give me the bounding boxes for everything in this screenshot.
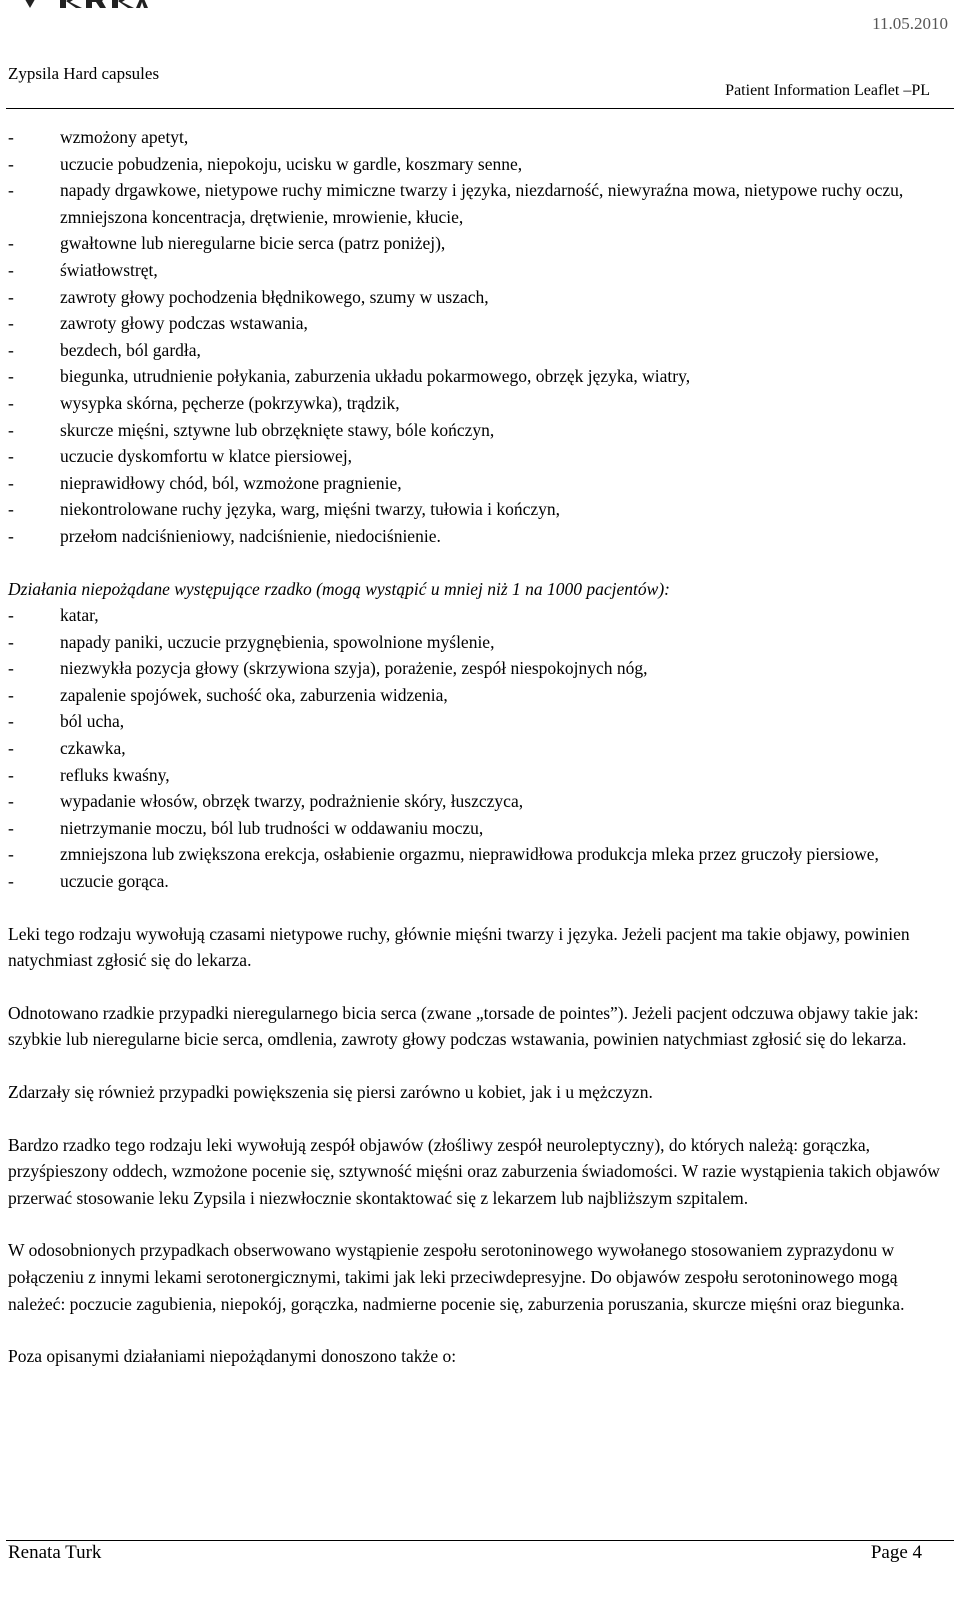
krka-logo-icon <box>18 0 148 16</box>
list-item: - przełom nadciśnieniowy, nadciśnienie, niedociśnienie. <box>8 523 940 550</box>
list-item: - nieprawidłowy chód, ból, wzmożone pragnienie, <box>8 470 940 497</box>
list-item: - ból ucha, <box>8 708 940 735</box>
list-item: - biegunka, utrudnienie połykania, zaburzenia układu pokarmowego, obrzęk języka, wiatry, <box>8 363 940 390</box>
paragraph-movements: Leki tego rodzaju wywołują czasami nietypowe ruchy, głównie mięśni twarzy i języka. Jeżeli pacjent ma takie objawy, powinien natychmiast zgłosić się do lekarza. <box>8 923 910 971</box>
header-date: 11.05.2010 <box>872 14 948 33</box>
list-item: - zmniejszona lub zwiększona erekcja, osłabienie orgazmu, nieprawidłowa produkcja mleka przez gruczoły piersiowe, <box>8 841 940 868</box>
list-item: - zapalenie spojówek, suchość oka, zaburzenia widzenia, <box>8 682 940 709</box>
page-number: Page 4 <box>870 1542 922 1563</box>
list-item: - wzmożony apetyt, <box>8 124 940 151</box>
list-item: - nietrzymanie moczu, ból lub trudności w oddawaniu moczu, <box>8 815 940 842</box>
list-item: - uczucie pobudzenia, niepokoju, ucisku w gardle, koszmary senne, <box>8 151 940 178</box>
footer-divider <box>6 1540 954 1541</box>
list-item: - niezwykła pozycja głowy (skrzywiona szyja), porażenie, zespół niespokojnych nóg, <box>8 655 940 682</box>
list-item: - zawroty głowy podczas wstawania, <box>8 310 940 337</box>
list-item: - napady drgawkowe, nietypowe ruchy mimiczne twarzy i języka, niezdarność, niewyraźna mowa, nietypowe ruchy oczu, zmniejszona koncentracja, drętwienie, mrowienie, kłucie, <box>8 177 940 230</box>
list-item: - niekontrolowane ruchy języka, warg, mięśni twarzy, tułowia i kończyn, <box>8 496 940 523</box>
list-item: - wysypka skórna, pęcherze (pokrzywka), trądzik, <box>8 390 940 417</box>
list-item: - uczucie gorąca. <box>8 868 940 895</box>
header-divider <box>6 108 954 109</box>
rare-effects-heading: Działania niepożądane występujące rzadko (mogą wystąpić u mniej niż 1 na 1000 pacjentów): <box>8 578 671 599</box>
paragraph-breast: Zdarzały się również przypadki powiększenia się piersi zarówno u kobiet, jak i u mężczyzn. <box>8 1082 653 1102</box>
paragraph-other: Poza opisanymi działaniami niepożądanymi donoszono także o: <box>8 1346 457 1367</box>
list-item: - czkawka, <box>8 735 940 762</box>
footer-author: Renata Turk <box>8 1542 102 1563</box>
list-item: - światłowstręt, <box>8 257 940 284</box>
list-item: - refluks kwaśny, <box>8 762 940 789</box>
paragraph-torsade: Odnotowano rzadkie przypadki nieregularnego bicia serca (zwane „torsade de pointes”). Jeżeli pacjent odczuwa objawy takie jak: szybkie lub nieregularne bicie serca, omdlenia, zawroty głowy podczas wstawania, powinien natychmiast zgłosić się do lekarza. <box>8 1002 919 1050</box>
paragraph-nms: Bardzo rzadko tego rodzaju leki wywołują zespół objawów (złośliwy zespół neuroleptyczny), do których należą: gorączka, przyśpieszony oddech, wzmożone pocenie się, sztywność mięśni oraz zaburzenia świadomości. W razie wystąpienia takich objawów przerwać stosowanie leku Zypsila i niezwłocznie skontaktować się z lekarzem lub najbliższym szpitalem. <box>8 1134 940 1208</box>
list-item: - wypadanie włosów, obrzęk twarzy, podrażnienie skóry, łuszczyca, <box>8 788 940 815</box>
side-effects-list <box>8 124 940 550</box>
leaflet-label: Patient Information Leaflet –PL <box>725 82 930 99</box>
list-item: - zawroty głowy pochodzenia błędnikowego, szumy w uszach, <box>8 284 940 311</box>
list-item: - skurcze mięśni, sztywne lub obrzęknięte stawy, bóle kończyn, <box>8 417 940 444</box>
product-name: Zypsila Hard capsules <box>8 64 160 83</box>
list-item: - uczucie dyskomfortu w klatce piersiowej, <box>8 443 940 470</box>
list-item: - katar, <box>8 602 940 629</box>
list-item: - bezdech, ból gardła, <box>8 337 940 364</box>
rare-effects-list <box>8 602 940 895</box>
list-item: - gwałtowne lub nieregularne bicie serca (patrz poniżej), <box>8 230 940 257</box>
paragraph-serotonin: W odosobnionych przypadkach obserwowano wystąpienie zespołu serotoninowego wywołanego stosowaniem zyprazydonu w połączeniu z innymi lekami serotonergicznymi, takimi jak leki przeciwdepresyjne. Do objawów zespołu serotoninowego mogą należeć: poczucie zagubienia, niepokój, gorączka, nadmierne pocenie się, zaburzenia poruszania, skurcze mięśni oraz biegunka. <box>8 1240 905 1314</box>
list-item: - napady paniki, uczucie przygnębienia, spowolnione myślenie, <box>8 629 940 656</box>
leaflet-body <box>8 124 940 1370</box>
